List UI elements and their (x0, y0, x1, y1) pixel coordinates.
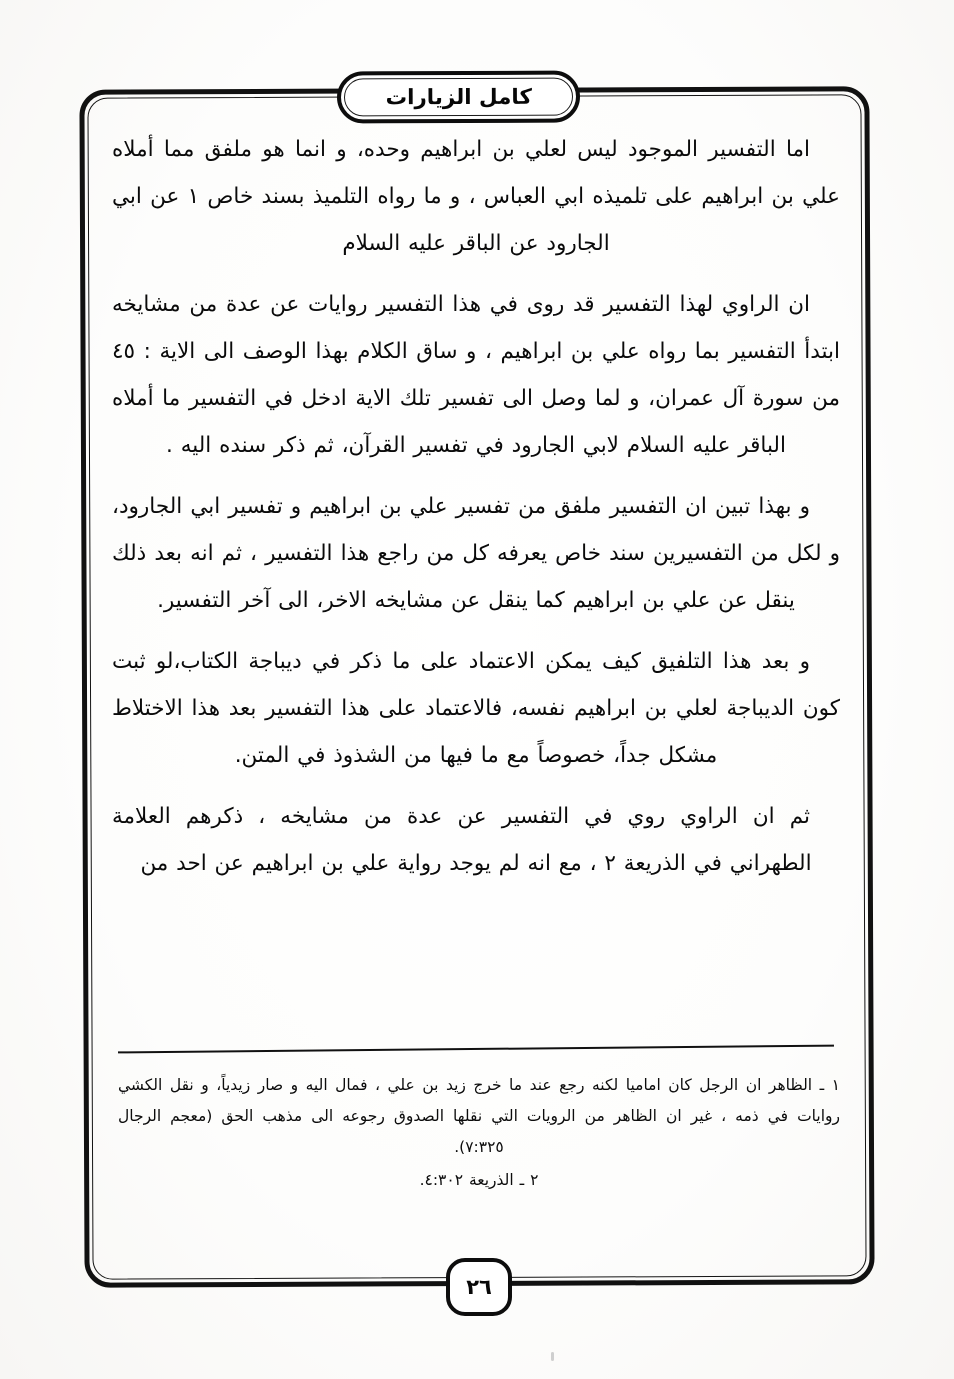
paragraph-1-text: اما التفسير الموجود ليس لعلي بن ابراهيم وحده، و انما هو ملفق مما أملاه علي بن ابراهيم على تلميذه ابي العباس ، و ما رواه التلميذ بسند خاص ١ عن ابي الجارود عن الباقر عليه السلام (112, 137, 840, 256)
paragraph-3-text: و بهذا تبين ان التفسير ملفق من تفسير علي بن ابراهيم و تفسير ابي الجارود، و لكل من التفسيرين سند خاص يعرفه كل من راجع هذا التفسير ، ثم انه بعد ذلك ينقل عن علي بن ابراهيم كما ينقل عن مشايخه الاخر، الى آخر التفسير. (112, 494, 840, 613)
paragraph-2-text: ان الراوي لهذا التفسير قد روى في هذا التفسير روايات عن عدة من مشايخه ابتدأ التفسير بما رواه علي بن ابراهيم ، و ساق الكلام بهذا الوصف الى الاية : ٤٥ من سورة آل عمران، و لما وصل الى تفسير تلك الاية ادخل في التفسير ما أملاه الباقر عليه السلام لابي الجارود في تفسير القرآن، ثم ذكر سنده اليه . (112, 292, 840, 458)
page-number-text: ٢٦ (466, 1275, 492, 1299)
page-number-cartouche (446, 1258, 512, 1316)
book-title-cartouche (337, 71, 580, 124)
book-title-text: كامل الزيارات (385, 84, 532, 110)
paragraph-2 (112, 281, 840, 469)
body-text-column (112, 126, 840, 1026)
footnote-2-text: ٢ ـ الذريعة ٤:٣٠٢. (419, 1171, 539, 1189)
paragraph-1 (112, 126, 840, 267)
footnote-1 (118, 1070, 840, 1163)
paragraph-3 (112, 483, 840, 624)
footnote-1-text: ١ ـ الظاهر ان الرجل كان اماميا لكنه رجع عند ما خرج زيد بن علي ، فمال اليه و صار زيدياً، و نقل الكشي روايات في ذمه ، غير ان الظاهر من الرويات التي نقلها الصدوق رجوعه الى مذهب الحق (معجم الرجال ٧:٣٢٥). (118, 1076, 840, 1156)
paragraph-4-text: و بعد هذا التلفيق كيف يمكن الاعتماد على ما ذكر في ديباجة الكتاب،لو ثبت كون الديباجة لعلي بن ابراهيم نفسه، فالاعتماد على هذا التفسير بعد هذا الاختلاط مشكل جداً، خصوصاً مع ما فيها من الشذوذ في المتن. (112, 649, 840, 768)
footnotes-block (118, 1070, 840, 1198)
paragraph-5 (112, 793, 840, 887)
footnote-2 (118, 1165, 840, 1196)
paragraph-4 (112, 638, 840, 779)
scan-artifact-speck (551, 1352, 554, 1361)
paragraph-5-text: ثم ان الراوي روي في التفسير عن عدة من مشايخه ، ذكرهم العلامة الطهراني في الذريعة ٢ ، مع انه لم يوجد رواية علي بن ابراهيم عن احد من (112, 804, 812, 876)
